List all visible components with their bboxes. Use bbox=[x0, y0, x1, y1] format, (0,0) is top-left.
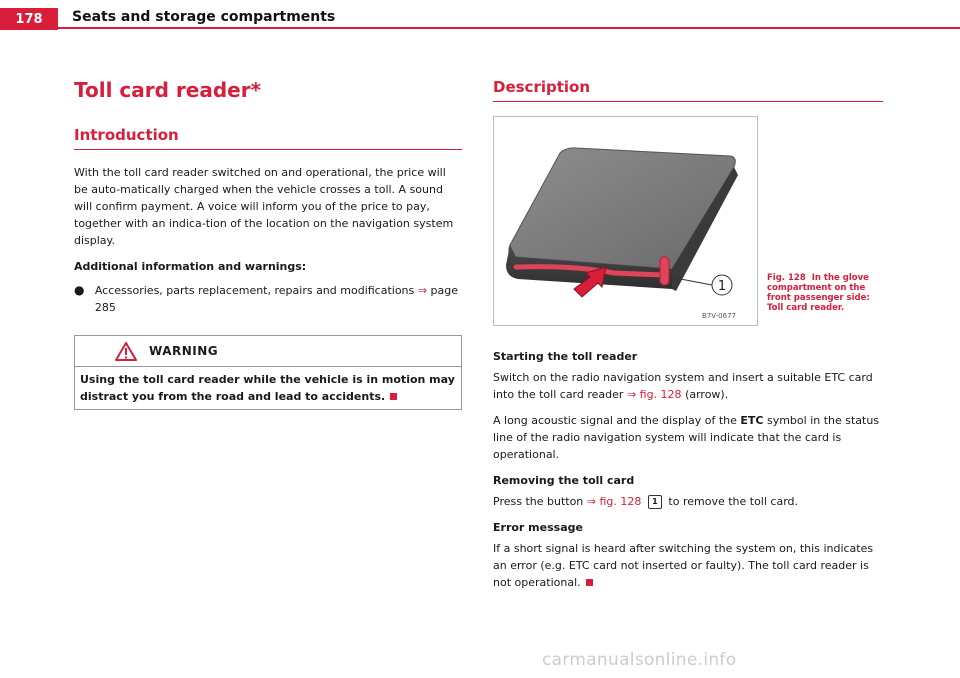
start-text-b: (arrow). bbox=[685, 388, 729, 401]
signal-text-b: symbol in the status line of the radio navigation system will indicate that the card is operational. bbox=[493, 414, 880, 461]
page-title: Toll card reader* bbox=[74, 78, 262, 102]
start-heading: Starting the toll reader bbox=[493, 350, 638, 363]
caption-text: In the glove compartment on the front passenger side: Toll card reader. bbox=[767, 273, 870, 313]
start-text-a: Switch on the radio navigation system and insert a suitable ETC card into the toll card reader bbox=[493, 371, 873, 401]
bullet-label: Accessories, parts replacement, repairs and modifications bbox=[94, 284, 415, 297]
header-rule bbox=[58, 27, 960, 29]
additional-heading: Additional information and warnings: bbox=[74, 260, 307, 273]
warning-body bbox=[75, 367, 461, 409]
figure-caption bbox=[767, 273, 883, 326]
intro-section bbox=[74, 126, 462, 150]
description-heading: Description bbox=[493, 78, 591, 96]
callout-badge: 1 bbox=[648, 495, 662, 509]
figure-code: B7V-0677 bbox=[702, 312, 736, 320]
watermark: carmanualsonline.info bbox=[542, 650, 737, 670]
intro-heading: Introduction bbox=[74, 126, 179, 144]
warning-box bbox=[74, 335, 462, 410]
page-reference-link[interactable]: page 285 bbox=[94, 284, 458, 314]
end-mark-icon bbox=[390, 393, 397, 400]
intro-text: With the toll card reader switched on and operational, the price will be auto-matically charged when the vehicle crosses a toll. A sound will confirm payment. A voice will inform you of the price to pay, together with an indica-tion of the location on the navigation system display. bbox=[74, 166, 454, 247]
remove-text-a: Press the button bbox=[493, 495, 584, 508]
start-text bbox=[493, 369, 883, 403]
warning-label: WARNING bbox=[149, 344, 219, 358]
page-header bbox=[0, 0, 960, 28]
arrow-ref-icon: ⇒ bbox=[626, 388, 637, 401]
bullet-text bbox=[95, 282, 462, 316]
arrow-ref-icon: ⇒ bbox=[586, 495, 596, 508]
warning-header bbox=[75, 336, 461, 367]
figure-toll-card-reader bbox=[493, 116, 758, 326]
figure-reference-link[interactable]: fig. 128 bbox=[639, 388, 682, 401]
bullet-dot-icon: ● bbox=[74, 283, 85, 297]
figure-reference-link[interactable]: fig. 128 bbox=[599, 495, 642, 508]
page-number: 178 bbox=[0, 8, 58, 30]
description-section bbox=[493, 78, 883, 102]
error-text bbox=[493, 540, 883, 591]
warning-text: Using the toll card reader while the vehicle is in motion may distract you from the road and lead to accidents. bbox=[80, 373, 455, 403]
remove-heading: Removing the toll card bbox=[493, 474, 635, 487]
arrow-ref-icon: ⇒ bbox=[417, 284, 427, 297]
signal-text-a: A long acoustic signal and the display of the bbox=[493, 414, 737, 427]
left-column bbox=[74, 70, 462, 410]
signal-text bbox=[493, 412, 883, 463]
remove-text bbox=[493, 493, 883, 510]
right-column bbox=[493, 70, 883, 591]
toll-card-reader-illustration bbox=[494, 117, 757, 325]
error-text-body: If a short signal is heard after switching the system on, this indicates an error (e.g. ETC card not inserted or faulty). The toll card reader is not operational. bbox=[493, 542, 874, 589]
error-heading: Error message bbox=[493, 521, 583, 534]
caption-number: Fig. 128 bbox=[767, 273, 806, 283]
section-title: Seats and storage compartments bbox=[72, 9, 336, 25]
description-heading-rule bbox=[493, 101, 883, 102]
etc-label: ETC bbox=[740, 414, 764, 427]
figure-row bbox=[493, 116, 883, 326]
figure-callout: 1 bbox=[717, 279, 727, 294]
end-mark-icon bbox=[586, 579, 593, 586]
bullet-item bbox=[74, 282, 462, 316]
intro-heading-rule bbox=[74, 149, 462, 150]
remove-text-b: to remove the toll card. bbox=[668, 495, 799, 508]
warning-triangle-icon bbox=[115, 342, 137, 361]
